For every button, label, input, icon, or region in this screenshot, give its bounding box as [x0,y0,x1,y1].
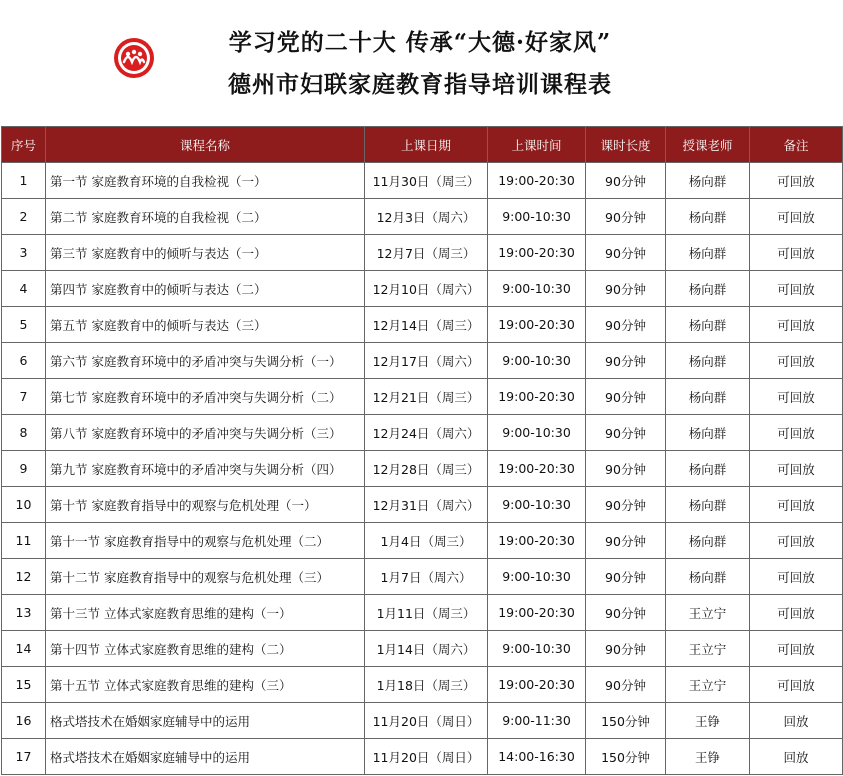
cell-time: 19:00-20:30 [488,235,586,271]
cell-remark: 可回放 [750,451,843,487]
cell-course-name: 第七节 家庭教育环境中的矛盾冲突与失调分析（二） [46,379,365,415]
cell-index: 3 [2,235,46,271]
cell-remark: 可回放 [750,559,843,595]
cell-index: 4 [2,271,46,307]
cell-index: 10 [2,487,46,523]
cell-date: 12月24日（周六） [365,415,488,451]
cell-remark: 可回放 [750,235,843,271]
cell-teacher: 杨向群 [666,487,750,523]
cell-duration: 90分钟 [586,415,666,451]
cell-date: 12月3日（周六） [365,199,488,235]
cell-remark: 回放 [750,703,843,739]
cell-date: 12月31日（周六） [365,487,488,523]
table-row [2,631,843,667]
cell-time: 9:00-10:30 [488,631,586,667]
cell-teacher: 杨向群 [666,235,750,271]
header-index: 序号 [2,127,46,163]
cell-course-name: 第三节 家庭教育中的倾听与表达（一） [46,235,365,271]
cell-course-name: 第十五节 立体式家庭教育思维的建构（三） [46,667,365,703]
cell-date: 11月20日（周日） [365,703,488,739]
header-remark: 备注 [750,127,843,163]
cell-index: 5 [2,307,46,343]
cell-time: 19:00-20:30 [488,451,586,487]
cell-time: 9:00-10:30 [488,487,586,523]
cell-duration: 90分钟 [586,667,666,703]
cell-duration: 150分钟 [586,703,666,739]
title-line-1: 学习党的二十大 传承“大德·好家风” [228,29,612,56]
table-row [2,667,843,703]
cell-date: 1月11日（周三） [365,595,488,631]
cell-duration: 90分钟 [586,271,666,307]
cell-teacher: 杨向群 [666,343,750,379]
table-row [2,451,843,487]
cell-remark: 可回放 [750,631,843,667]
cell-teacher: 杨向群 [666,271,750,307]
cell-index: 17 [2,739,46,775]
cell-time: 19:00-20:30 [488,379,586,415]
cell-date: 12月7日（周三） [365,235,488,271]
cell-index: 1 [2,163,46,199]
table-row [2,163,843,199]
cell-teacher: 杨向群 [666,415,750,451]
cell-time: 9:00-11:30 [488,703,586,739]
cell-index: 2 [2,199,46,235]
cell-remark: 可回放 [750,343,843,379]
cell-index: 12 [2,559,46,595]
cell-duration: 90分钟 [586,631,666,667]
women-federation-emblem-icon [111,35,157,81]
cell-time: 19:00-20:30 [488,163,586,199]
table-row [2,415,843,451]
cell-duration: 90分钟 [586,523,666,559]
cell-duration: 90分钟 [586,559,666,595]
table-row [2,559,843,595]
cell-teacher: 杨向群 [666,523,750,559]
cell-time: 9:00-10:30 [488,199,586,235]
header-teacher: 授课老师 [666,127,750,163]
cell-date: 1月18日（周三） [365,667,488,703]
cell-remark: 可回放 [750,307,843,343]
cell-duration: 90分钟 [586,379,666,415]
cell-date: 12月14日（周三） [365,307,488,343]
cell-date: 12月21日（周三） [365,379,488,415]
cell-remark: 可回放 [750,163,843,199]
cell-teacher: 杨向群 [666,307,750,343]
cell-course-name: 第十二节 家庭教育指导中的观察与危机处理（三） [46,559,365,595]
header-duration: 课时长度 [586,127,666,163]
cell-teacher: 杨向群 [666,163,750,199]
cell-duration: 90分钟 [586,307,666,343]
cell-teacher: 杨向群 [666,451,750,487]
table-row [2,307,843,343]
cell-duration: 90分钟 [586,343,666,379]
cell-remark: 可回放 [750,667,843,703]
cell-time: 14:00-16:30 [488,739,586,775]
cell-teacher: 王立宁 [666,631,750,667]
course-schedule-table [1,126,843,775]
cell-teacher: 杨向群 [666,199,750,235]
cell-duration: 90分钟 [586,199,666,235]
cell-remark: 可回放 [750,199,843,235]
cell-index: 6 [2,343,46,379]
cell-remark: 可回放 [750,523,843,559]
cell-course-name: 第十四节 立体式家庭教育思维的建构（二） [46,631,365,667]
cell-duration: 90分钟 [586,451,666,487]
cell-index: 16 [2,703,46,739]
cell-duration: 90分钟 [586,163,666,199]
cell-time: 19:00-20:30 [488,523,586,559]
cell-date: 1月14日（周六） [365,631,488,667]
cell-course-name: 第十三节 立体式家庭教育思维的建构（一） [46,595,365,631]
cell-remark: 可回放 [750,595,843,631]
cell-date: 12月17日（周六） [365,343,488,379]
cell-remark: 回放 [750,739,843,775]
cell-duration: 90分钟 [586,595,666,631]
cell-time: 19:00-20:30 [488,307,586,343]
cell-index: 9 [2,451,46,487]
table-row [2,739,843,775]
cell-teacher: 王立宁 [666,667,750,703]
cell-date: 11月20日（周日） [365,739,488,775]
cell-course-name: 第二节 家庭教育环境的自我检视（二） [46,199,365,235]
cell-teacher: 杨向群 [666,379,750,415]
cell-course-name: 第十一节 家庭教育指导中的观察与危机处理（二） [46,523,365,559]
cell-teacher: 杨向群 [666,559,750,595]
table-row [2,343,843,379]
cell-course-name: 第十节 家庭教育指导中的观察与危机处理（一） [46,487,365,523]
table-row [2,379,843,415]
table-header-row [2,127,843,163]
cell-remark: 可回放 [750,379,843,415]
cell-duration: 90分钟 [586,487,666,523]
table-row [2,271,843,307]
cell-teacher: 王铮 [666,703,750,739]
cell-date: 12月28日（周三） [365,451,488,487]
cell-course-name: 第一节 家庭教育环境的自我检视（一） [46,163,365,199]
cell-remark: 可回放 [750,487,843,523]
cell-index: 15 [2,667,46,703]
cell-index: 7 [2,379,46,415]
cell-course-name: 第六节 家庭教育环境中的矛盾冲突与失调分析（一） [46,343,365,379]
cell-remark: 可回放 [750,415,843,451]
cell-duration: 150分钟 [586,739,666,775]
table-row [2,487,843,523]
page-header [0,0,843,124]
table-row [2,703,843,739]
table-row [2,199,843,235]
cell-course-name: 格式塔技术在婚姻家庭辅导中的运用 [46,739,365,775]
cell-date: 1月7日（周六） [365,559,488,595]
table-row [2,235,843,271]
cell-time: 9:00-10:30 [488,559,586,595]
cell-teacher: 王立宁 [666,595,750,631]
cell-time: 9:00-10:30 [488,271,586,307]
cell-index: 8 [2,415,46,451]
header-date: 上课日期 [365,127,488,163]
table-row [2,523,843,559]
cell-course-name: 第五节 家庭教育中的倾听与表达（三） [46,307,365,343]
header-course-name: 课程名称 [46,127,365,163]
cell-time: 9:00-10:30 [488,343,586,379]
header-time: 上课时间 [488,127,586,163]
cell-date: 11月30日（周三） [365,163,488,199]
cell-time: 9:00-10:30 [488,415,586,451]
cell-time: 19:00-20:30 [488,667,586,703]
cell-course-name: 格式塔技术在婚姻家庭辅导中的运用 [46,703,365,739]
cell-date: 12月10日（周六） [365,271,488,307]
cell-teacher: 王铮 [666,739,750,775]
cell-remark: 可回放 [750,271,843,307]
cell-date: 1月4日（周三） [365,523,488,559]
table-row [2,595,843,631]
cell-duration: 90分钟 [586,235,666,271]
title-line-2: 德州市妇联家庭教育指导培训课程表 [228,71,612,98]
cell-index: 11 [2,523,46,559]
cell-index: 13 [2,595,46,631]
cell-course-name: 第八节 家庭教育环境中的矛盾冲突与失调分析（三） [46,415,365,451]
cell-course-name: 第四节 家庭教育中的倾听与表达（二） [46,271,365,307]
cell-time: 19:00-20:30 [488,595,586,631]
cell-index: 14 [2,631,46,667]
cell-course-name: 第九节 家庭教育环境中的矛盾冲突与失调分析（四） [46,451,365,487]
